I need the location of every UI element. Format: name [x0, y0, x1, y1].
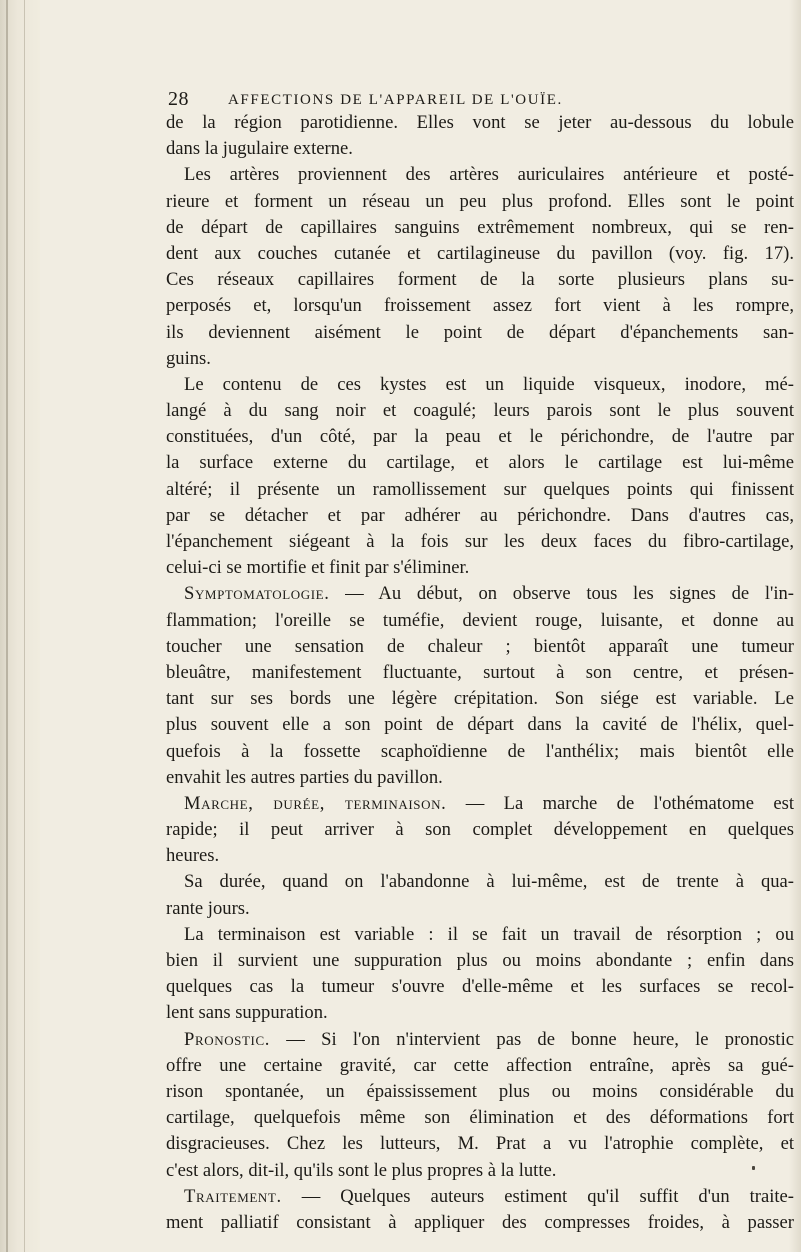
section-marche-line	[166, 791, 794, 817]
text-line: Ces réseaux capillaires forment de la sorte plusieurs plans su-	[166, 269, 794, 291]
text-line: rapide; il peut arriver à son complet développement en quelques	[166, 819, 794, 841]
text-line: par se détacher et par adhérer au périchondre. Dans d'autres cas,	[166, 504, 794, 526]
ink-speck	[752, 1166, 755, 1170]
text-line: rante jours.	[166, 897, 250, 919]
text-line: celui-ci se mortifie et finit par s'éliminer.	[166, 557, 470, 579]
text-line: tant sur ses bords une légère crépitation. Son siége est variable. Le	[166, 688, 794, 710]
text-line: guins.	[166, 347, 211, 369]
section-head-symptomatologie: Symptomatologie.	[184, 583, 330, 605]
text-line: altéré; il présente un ramollissement sur quelques points qui finissent	[166, 478, 794, 500]
text-line: envahit les autres parties du pavillon.	[166, 766, 443, 788]
text-line: c'est alors, dit-il, qu'ils sont le plus propres à la lutte.	[166, 1159, 557, 1181]
text-line-rest: — Si l'on n'intervient pas de bonne heure, le pronostic	[286, 1028, 795, 1050]
text-line: toucher une sensation de chaleur ; bientôt apparaît une tumeur	[166, 635, 794, 657]
section-head-pronostic: Pronostic.	[184, 1028, 270, 1050]
text-line: bien il survient une suppuration plus ou moins abondante ; enfin dans	[166, 950, 794, 971]
page-number: 28	[168, 88, 189, 110]
section-pronostic-line	[166, 1027, 794, 1053]
text-line: bleuâtre, manifestement fluctuante, surtout à son centre, et présen-	[166, 661, 794, 683]
text-line-rest: — Quelques auteurs estiment qu'il suffit d'un traite-	[301, 1185, 794, 1207]
text-line: quelques cas la tumeur s'ouvre d'elle-même et les surfaces se recol-	[166, 976, 794, 998]
paragraph-start-line: La terminaison est variable : il se fait un travail de résorption ; ou	[184, 923, 794, 945]
text-line: rieure et forment un réseau un peu plus profond. Elles sont le point	[166, 190, 794, 212]
section-head-marche: Marche, durée, terminaison.	[184, 792, 447, 814]
page-header	[0, 88, 801, 112]
text-line: offre une certaine gravité, car cette affection entraîne, après sa gué-	[166, 1054, 794, 1076]
section-symptomatologie-line	[166, 581, 794, 607]
text-line: ment palliatif consistant à appliquer des compresses froides, à passer	[166, 1211, 794, 1233]
text-line: cartilage, quelquefois même son élimination et des déformations fort	[166, 1107, 794, 1129]
paragraph-start-line: Les artères proviennent des artères auriculaires antérieure et posté-	[184, 164, 794, 186]
text-line: heures.	[166, 845, 220, 867]
text-line: de départ de capillaires sanguins extrêmement nombreux, qui se ren-	[166, 216, 794, 238]
text-line: la surface externe du cartilage, et alors le cartilage est lui-même	[166, 452, 794, 474]
body-text	[166, 110, 794, 1236]
paragraph-start-line: Sa durée, quand on l'abandonne à lui-même, est de trente à qua-	[184, 871, 794, 893]
text-line: constituées, d'un côté, par la peau et le périchondre, de l'autre par	[166, 426, 794, 448]
text-line: lent sans suppuration.	[166, 1002, 328, 1024]
text-line: flammation; l'oreille se tuméfie, devient rouge, luisante, et donne au	[166, 609, 794, 631]
running-head: AFFECTIONS DE L'APPAREIL DE L'OUÏE.	[228, 92, 563, 108]
text-line: dent aux couches cutanée et cartilagineuse du pavillon (voy. fig. 17).	[166, 242, 794, 264]
section-traitement-line	[166, 1184, 794, 1210]
paragraph-start-line: Le contenu de ces kystes est un liquide visqueux, inodore, mé-	[184, 373, 794, 395]
text-line: rison spontanée, un épaississement plus ou moins considérable du	[166, 1080, 794, 1102]
text-line-rest: — Au début, on observe tous les signes de l'in-	[345, 583, 794, 605]
text-line: de la région parotidienne. Elles vont se jeter au-dessous du lobule	[166, 112, 794, 133]
text-line: langé à du sang noir et coagulé; leurs parois sont le plus souvent	[166, 400, 794, 422]
text-line: perposés et, lorsqu'un froissement assez fort vient à les rompre,	[166, 295, 794, 317]
text-line: disgracieuses. Chez les lutteurs, M. Prat a vu l'atrophie complète, et	[166, 1133, 794, 1155]
text-line: l'épanchement siégeant à la fois sur les deux faces du fibro-cartilage,	[166, 531, 794, 552]
text-line: plus souvent elle a son point de départ dans la cavité de l'hélix, quel-	[166, 714, 794, 736]
section-head-traitement: Traitement.	[184, 1185, 282, 1207]
text-line: dans la jugulaire externe.	[166, 138, 353, 160]
text-line-rest: — La marche de l'othématome est	[465, 792, 794, 814]
text-line: ils deviennent aisément le point de départ d'épanchements san-	[166, 321, 794, 343]
page-binding-edge	[0, 0, 40, 1252]
text-line: quefois à la fossette scaphoïdienne de l'anthélix; mais bientôt elle	[166, 740, 794, 762]
